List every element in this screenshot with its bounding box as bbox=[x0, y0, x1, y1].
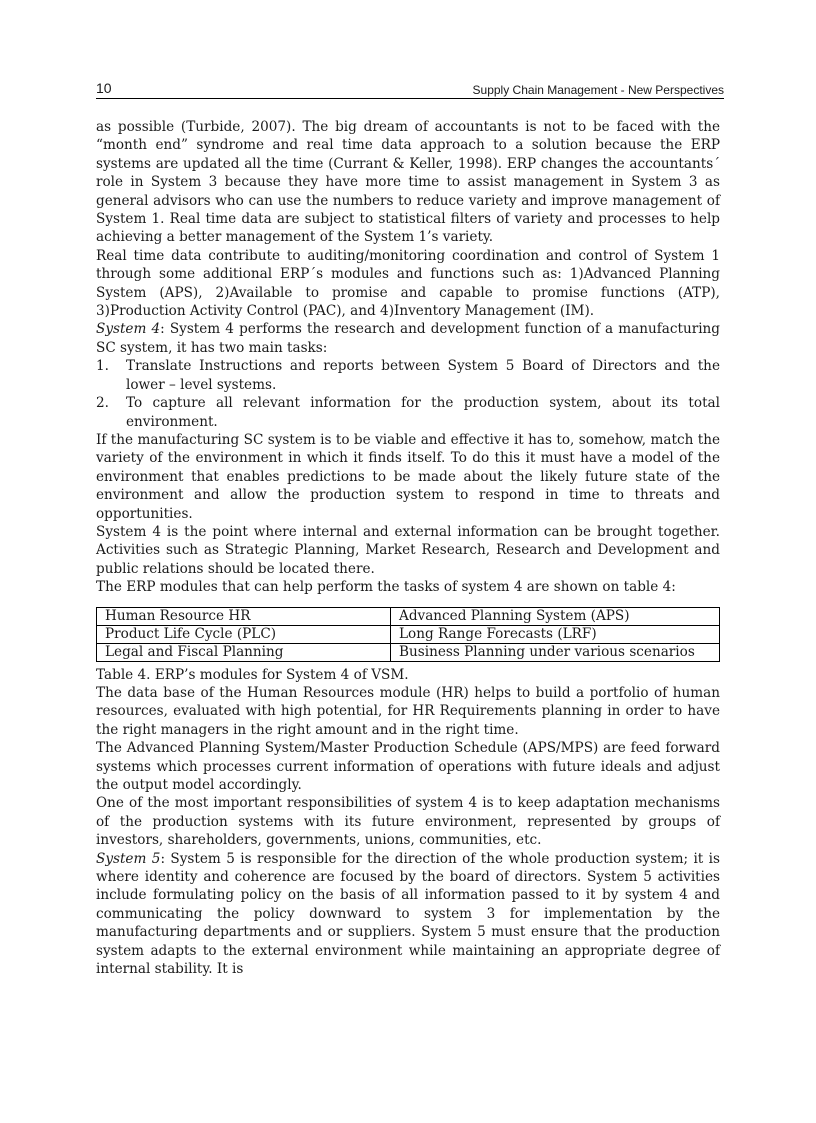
table-cell: Product Life Cycle (PLC) bbox=[97, 625, 391, 643]
table-row bbox=[97, 607, 720, 625]
list-item: 1. Translate Instructions and reports between System 5 Board of Directors and the lower – level systems. bbox=[96, 358, 720, 393]
table-row bbox=[97, 625, 720, 643]
list-item: 2. To capture all relevant information for the production system, about its total environment. bbox=[96, 395, 720, 430]
paragraph: System 5: System 5 is responsible for the direction of the whole production system; it is where identity and coherence are focused by the board of directors. System 5 activities include formulating policy on the basis of all information passed to it by system 4 and communicating the policy downward to system 3 for implementation by the manufacturing departments and or suppliers. System 5 must ensure that the production system adapts to the external environment while maintaining an appropriate degree of internal stability. It is bbox=[96, 850, 720, 978]
table-cell: Legal and Fiscal Planning bbox=[97, 643, 391, 661]
paragraph-lead: System 5 bbox=[96, 850, 161, 867]
paragraph: The Advanced Planning System/Master Production Schedule (APS/MPS) are feed forward systems which processes current information of operations with future ideals and adjust the output model accordingly. bbox=[96, 740, 720, 793]
body-text bbox=[96, 118, 720, 978]
running-header bbox=[96, 80, 724, 99]
paragraph: The ERP modules that can help perform the tasks of system 4 are shown on table 4: bbox=[96, 579, 676, 596]
erp-modules-table bbox=[96, 607, 720, 662]
paragraph: The data base of the Human Resources module (HR) helps to build a portfolio of human resources, evaluated with high potential, for HR Requirements planning in order to have the right managers in the right amount and in the right time. bbox=[96, 684, 720, 738]
paragraph: System 4: System 4 performs the research and development function of a manufacturing SC system, it has two main tasks: bbox=[96, 321, 720, 356]
table-cell: Human Resource HR bbox=[97, 607, 391, 625]
table-row bbox=[97, 643, 720, 661]
table-cell: Long Range Forecasts (LRF) bbox=[391, 625, 720, 643]
page-number: 10 bbox=[96, 80, 112, 96]
list-number: 2. bbox=[96, 395, 109, 412]
paragraph-lead: System 4 bbox=[96, 321, 161, 338]
list-number: 1. bbox=[96, 358, 109, 375]
paragraph: If the manufacturing SC system is to be viable and effective it has to, somehow, match the variety of the environment in which it finds itself. To do this it must have a model of the environment that enables predictions to be made about the likely future state of the environment and allow the production system to respond in time to threats and opportunities. bbox=[96, 431, 720, 522]
table-caption: Table 4. ERP’s modules for System 4 of VSM. bbox=[96, 666, 409, 683]
table-cell: Advanced Planning System (APS) bbox=[391, 607, 720, 625]
paragraph: System 4 is the point where internal and external information can be brought together. Activities such as Strategic Planning, Market Research, Research and Development and public relations should be located there. bbox=[96, 523, 720, 577]
paragraph: One of the most important responsibilities of system 4 is to keep adaptation mechanisms of the production systems with its future environment, represented by groups of investors, shareholders, governments, unions, communities, etc. bbox=[96, 795, 720, 849]
task-list bbox=[96, 357, 720, 431]
paragraph: as possible (Turbide, 2007). The big dream of accountants is not to be faced with the “month end” syndrome and real time data approach to a solution because the ERP systems are updated all the time (Currant & Keller, 1998). ERP changes the accountants´ role in System 3 because they have more time to assist management in System 3 as general advisors who can use the numbers to reduce variety and improve management of System 1. Real time data are subject to statistical filters of variety and processes to help achieving a better management of the System 1’s variety. bbox=[96, 119, 720, 246]
running-title: Supply Chain Management - New Perspectives bbox=[472, 83, 724, 97]
paragraph: Real time data contribute to auditing/monitoring coordination and control of System 1 through some additional ERP´s modules and functions such as: 1)Advanced Planning System (APS), 2)Available to promise and capable to promise functions (ATP), 3)Production Activity Control (PAC), and 4)Inventory Management (IM). bbox=[96, 247, 720, 320]
table-cell: Business Planning under various scenarios bbox=[391, 643, 720, 661]
